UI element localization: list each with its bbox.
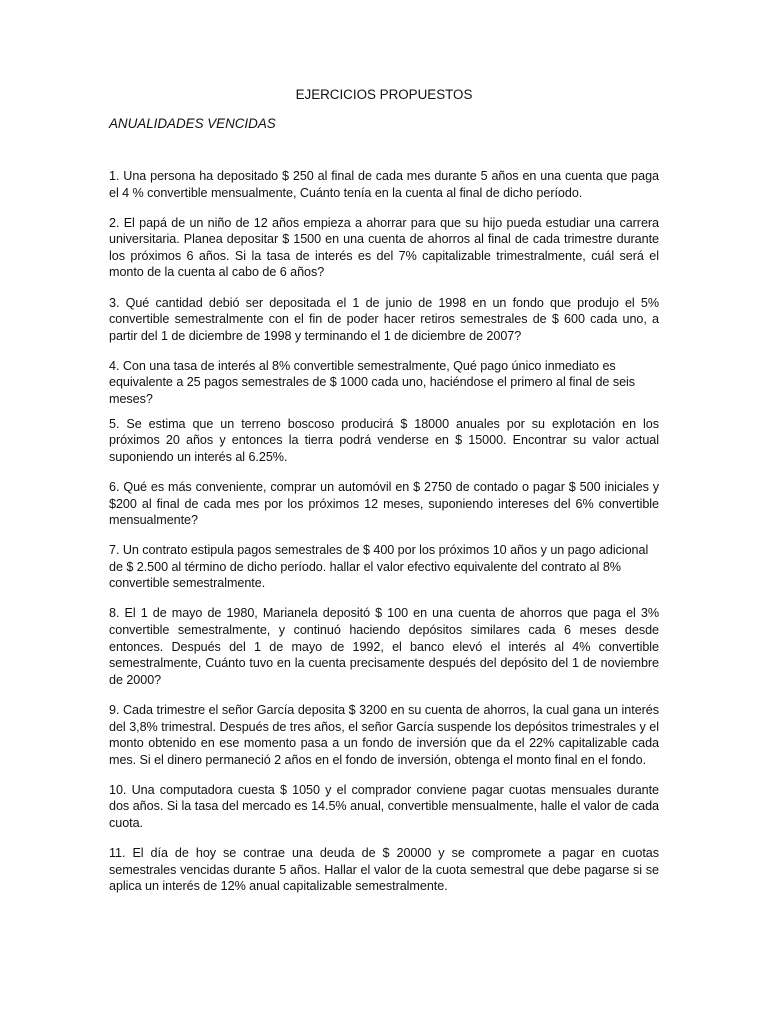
exercise-item-4: 4. Con una tasa de interés al 8% convertible semestralmente, Qué pago único inmediato es equivalente a 25 pagos semestrales de $ 1000 cada uno, haciéndose el primero al final de seis meses? [109,358,636,407]
exercise-item-2: 2. El papá de un niño de 12 años empieza a ahorrar para que su hijo pueda estudiar una carrera universitaria. Planea depositar $ 1500 en una cuenta de ahorros al final de cada trimestre durante los próximos 6 años. Si la tasa de interés es del 7% capitalizable trimestralmente, cuál será el monto de la cuenta al cabo de 6 años? [109,215,659,280]
exercise-item-9: 9. Cada trimestre el señor García deposita $ 3200 en su cuenta de ahorros, la cual gana un interés del 3,8% trimestral. Después de tres años, el señor García suspende los depósitos trimestrales y el monto obtenido en ese momento pasa a un fondo de inversión que da el 22% capitalizable cada mes. Si el dinero permaneció 2 años en el fondo de inversión, obtenga el monto final en el fondo. [109,702,659,767]
exercise-item-10: 10. Una computadora cuesta $ 1050 y el comprador conviene pagar cuotas mensuales durante dos años. Si la tasa del mercado es 14.5% anual, convertible mensualmente, halle el valor de cada cuota. [109,782,659,830]
exercise-item-8: 8. El 1 de mayo de 1980, Marianela depositó $ 100 en una cuenta de ahorros que paga el 3% convertible semestralmente, y continuó haciendo depósitos similares cada 6 meses desde entonces. Después del 1 de mayo de 1992, el banco elevó el interés al 4% convertible semestralmente, Cuánto tuvo en la cuenta precisamente después del depósito del 1 de noviembre de 2000? [109,606,659,687]
exercise-item-5: 5. Se estima que un terreno boscoso producirá $ 18000 anuales por su explotación en los próximos 20 años y entonces la tierra podrá venderse en $ 15000. Encontrar su valor actual suponiendo un interés al 6.25%. [109,416,659,464]
exercise-item-3: 3. Qué cantidad debió ser depositada el 1 de junio de 1998 en un fondo que produjo el 5% convertible semestralmente con el fin de poder hacer retiros semestrales de $ 600 cada uno, a partir del 1 de diciembre de 1998 y terminando el 1 de diciembre de 2007? [109,295,659,343]
section-heading: ANUALIDADES VENCIDAS [109,116,276,131]
exercise-list [109,168,659,895]
exercise-item-6: 6. Qué es más conveniente, comprar un automóvil en $ 2750 de contado o pagar $ 500 iniciales y $200 al final de cada mes por los próximos 12 meses, suponiendo intereses del 6% convertible mensualmente? [109,479,659,528]
document-page [109,86,659,895]
document-title: EJERCICIOS PROPUESTOS [295,87,473,102]
exercise-item-1: 1. Una persona ha depositado $ 250 al final de cada mes durante 5 años en una cuenta que paga el 4 % convertible mensualmente, Cuánto tenía en la cuenta al final de dicho período. [109,169,659,200]
exercise-item-11: 11. El día de hoy se contrae una deuda de $ 20000 y se compromete a pagar en cuotas semestrales vencidas durante 5 años. Hallar el valor de la cuota semestral que debe pagarse si se aplica un interés de 12% anual capitalizable semestralmente. [109,846,659,894]
exercise-item-7: 7. Un contrato estipula pagos semestrales de $ 400 por los próximos 10 años y un pago adicional de $ 2.500 al término de dicho período. hallar el valor efectivo equivalente del contrato al 8% convertible semestralmente. [109,543,649,591]
